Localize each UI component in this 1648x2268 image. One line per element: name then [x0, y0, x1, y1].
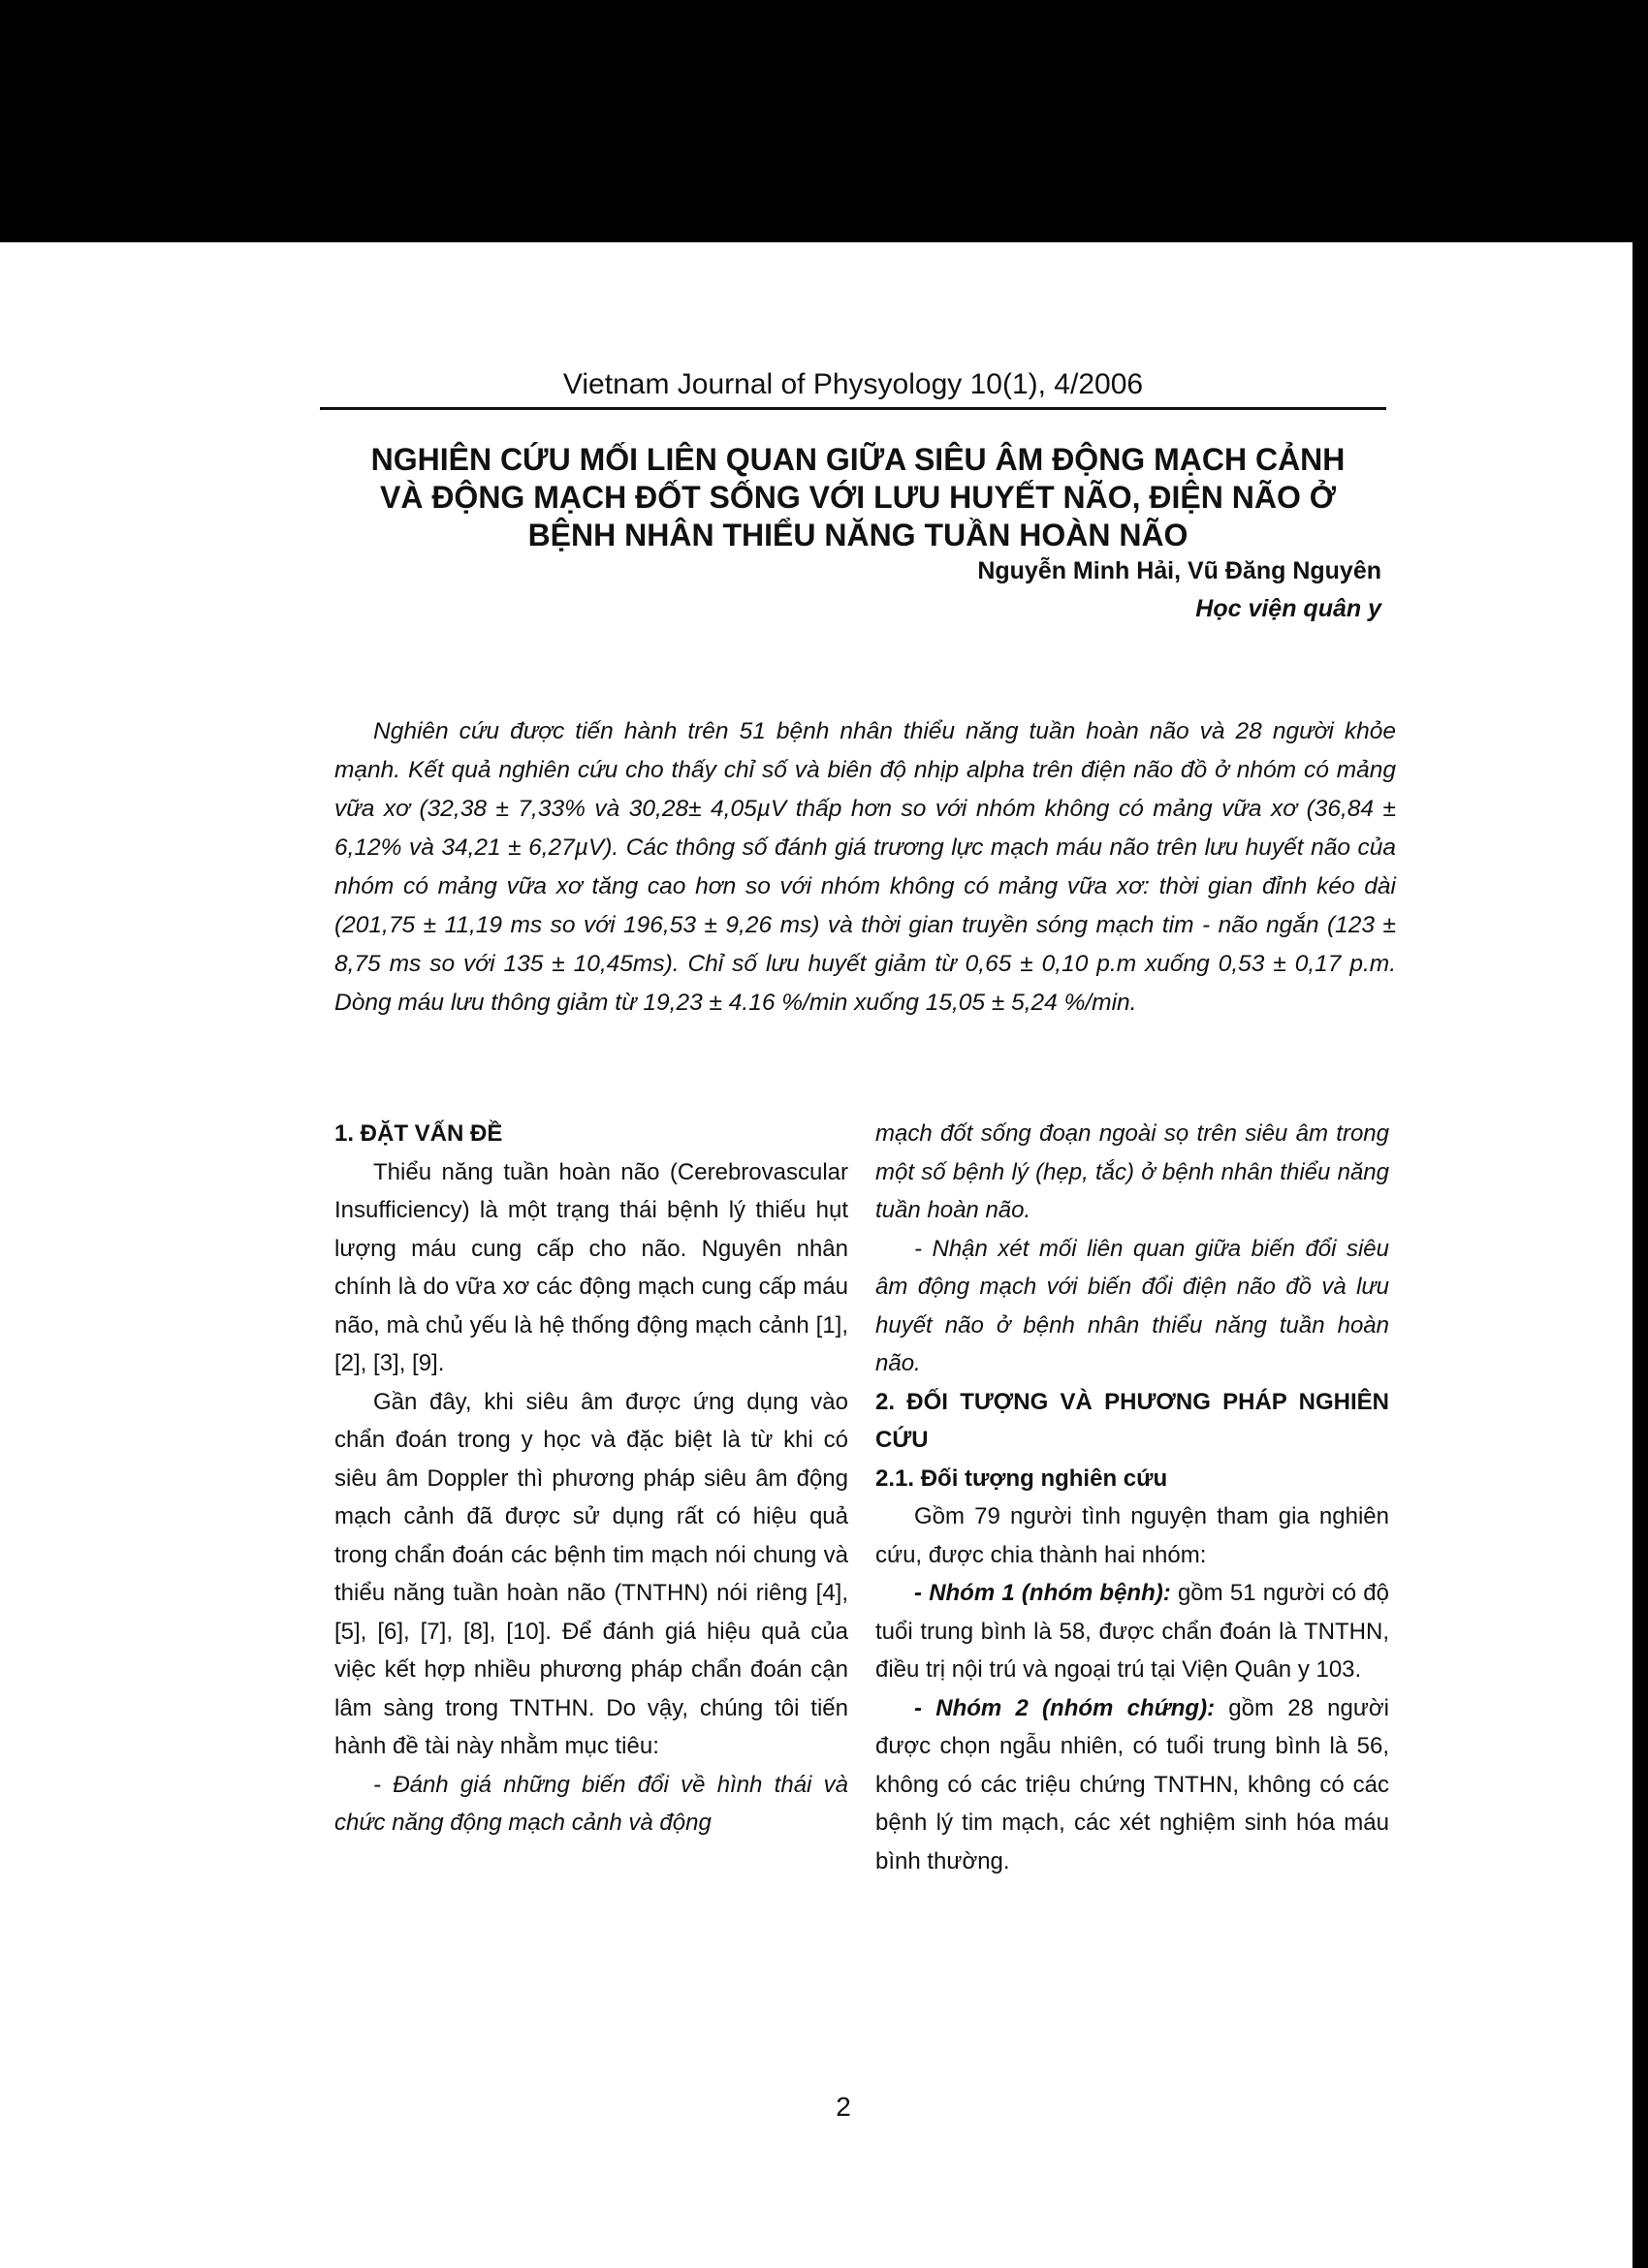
objective-item: - Nhận xét mối liên quan giữa biến đổi siêu âm động mạch với biến đổi điện não đồ và lưu huyết não ở bệnh nhân thiểu năng tuần hoàn não.: [875, 1235, 1389, 1376]
paragraph: Gồm 79 người tình nguyện tham gia nghiên cứu, được chia thành hai nhóm:: [875, 1503, 1389, 1568]
title-line: BỆNH NHÂN THIỂU NĂNG TUẦN HOÀN NÃO: [527, 518, 1188, 552]
group-2: [875, 1689, 1389, 1881]
section-heading: 1. ĐẶT VẤN ĐỀ: [334, 1120, 503, 1147]
title-line: VÀ ĐỘNG MẠCH ĐỐT SỐNG VỚI LƯU HUYẾT NÃO, ĐIỆN NÃO Ở: [379, 480, 1337, 515]
right-column: [875, 1115, 1389, 1880]
title-line: NGHIÊN CỨU MỐI LIÊN QUAN GIỮA SIÊU ÂM ĐỘNG MẠCH CẢNH: [370, 442, 1346, 477]
subsection-heading: 2.1. Đối tượng nghiên cứu: [875, 1465, 1168, 1492]
paragraph: Thiểu năng tuần hoàn não (Cerebrovascular Insufficiency) là một trạng thái bệnh lý thiếu hụt lượng máu cung cấp cho não. Nguyên nhân chính là do vữa xơ các động mạch cung cấp máu não, mà chủ yếu là hệ thống động mạch cảnh [1], [2], [3], [9].: [334, 1158, 848, 1376]
group-label: - Nhóm 2 (nhóm chứng):: [914, 1694, 1216, 1721]
authors: Nguyễn Minh Hải, Vũ Đăng Nguyên: [977, 557, 1381, 584]
journal-header: Vietnam Journal of Physyology 10(1), 4/2006: [562, 368, 1144, 400]
section-heading: 2. ĐỐI TƯỢNG VÀ PHƯƠNG PHÁP NGHIÊN CỨU: [875, 1388, 1389, 1453]
objective-continued: mạch đốt sống đoạn ngoài sọ trên siêu âm trong một số bệnh lý (hẹp, tắc) ở bệnh nhân thiểu năng tuần hoàn não.: [875, 1120, 1389, 1223]
group-label: - Nhóm 1 (nhóm bệnh):: [914, 1580, 1171, 1606]
affiliation: Học viện quân y: [1195, 595, 1381, 622]
group-text: gồm 28 người được chọn ngẫu nhiên, có tuổi trung bình là 56, không có các triệu chứng TNTHN, không có các bệnh lý tim mạch, các xét nghiệm sinh hóa máu bình thường.: [875, 1694, 1390, 1874]
paper-title: [320, 441, 1396, 554]
scan-border-top: [0, 0, 1648, 242]
objective-item: - Đánh giá những biến đổi về hình thái và chức năng động mạch cảnh và động: [334, 1771, 848, 1836]
group-1: [875, 1574, 1389, 1689]
left-column: [334, 1115, 848, 1843]
page-number: 2: [836, 2092, 851, 2122]
group-text: gồm 51 người có độ tuổi trung bình là 58, được chẩn đoán là TNTHN, điều trị nội trú và ngoại trú tại Viện Quân y 103.: [875, 1580, 1389, 1683]
header-rule: [320, 407, 1386, 410]
abstract: Nghiên cứu được tiến hành trên 51 bệnh nhân thiểu năng tuần hoàn não và 28 người khỏe mạnh. Kết quả nghiên cứu cho thấy chỉ số và biên độ nhịp alpha trên điện não đồ ở nhóm có mảng vữa xơ (32,38 ± 7,33% và 30,28± 4,05µV thấp hơn so với nhóm không có mảng vữa xơ (36,84 ± 6,12% và 34,21 ± 6,27µV). Các thông số đánh giá trương lực mạch máu não trên lưu huyết não của nhóm có mảng vữa xơ tăng cao hơn so với nhóm không có mảng vữa xơ: thời gian đỉnh kéo dài (201,75 ± 11,19 ms so với 196,53 ± 9,26 ms) và thời gian truyền sóng mạch tim - não ngắn (123 ± 8,75 ms so với 135 ± 10,45ms). Chỉ số lưu huyết giảm từ 0,65 ± 0,10 p.m xuống 0,53 ± 0,17 p.m. Dòng máu lưu thông giảm từ 19,23 ± 4.16 %/min xuống 15,05 ± 5,24 %/min.: [334, 718, 1396, 1016]
paragraph: Gần đây, khi siêu âm được ứng dụng vào chẩn đoán trong y học và đặc biệt là từ khi có siêu âm Doppler thì phương pháp siêu âm động mạch cảnh đã được sử dụng rất có hiệu quả trong chẩn đoán các bệnh tim mạch nói chung và thiểu năng tuần hoàn não (TNTHN) nói riêng [4], [5], [6], [7], [8], [10]. Để đánh giá hiệu quả của việc kết hợp nhiều phương pháp chẩn đoán cận lâm sàng trong TNTHN. Do vậy, chúng tôi tiến hành đề tài này nhằm mục tiêu:: [334, 1388, 848, 1759]
scan-border-right: [1632, 242, 1648, 2268]
